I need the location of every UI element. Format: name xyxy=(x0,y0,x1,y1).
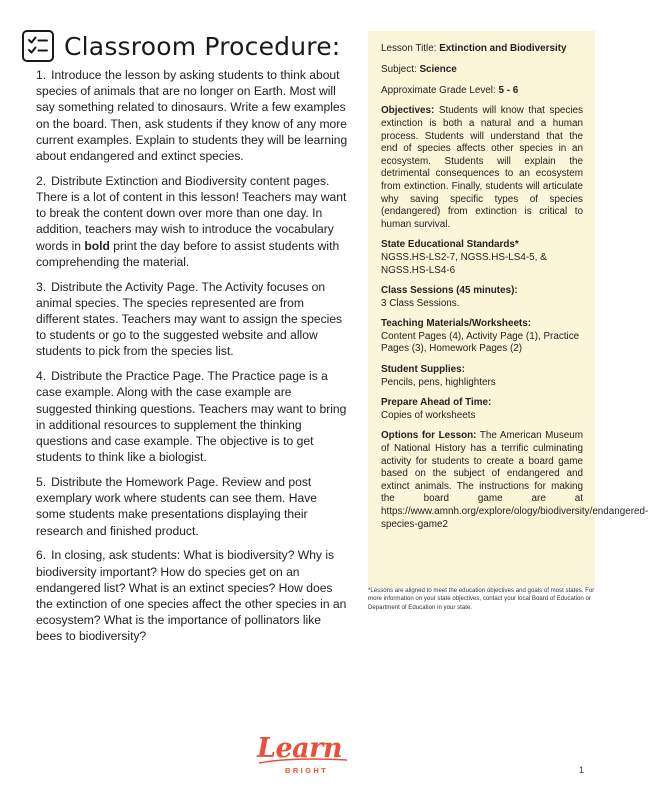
prepare-block: Prepare Ahead of Time: Copies of worksheets xyxy=(381,397,492,421)
subject-line: Subject: Science xyxy=(381,63,457,75)
procedure-step: 1. Introduce the lesson by asking students to think about species of animals that are no longer on Earth. Most will say something related to dinosaurs. Write a few examples on the board. Then, ask students if they know of any more current examples. Explain to students they will be learning about endangered and extinct species. xyxy=(36,68,348,164)
bold-word: bold xyxy=(84,238,110,253)
supplies-block: Student Supplies: Pencils, pens, highlighters xyxy=(381,364,496,388)
lesson-info-sidebar xyxy=(368,31,648,588)
procedure-step: 2. Distribute Extinction and Biodiversity content pages. There is a lot of content in this lesson! Teachers may want to break the content down over more than one day. In addition, teachers may wish to introduce the vocabulary words in bold print the day before to assist students with comprehending the material. xyxy=(36,173,347,269)
procedure-step: 3. Distribute the Activity Page. The Activity focuses on animal species. The species represented are from different states. Teachers may want to assign the species to students or go to the suggested website and allow students to pick from the species list. xyxy=(36,279,343,359)
learn-bright-logo xyxy=(251,733,361,781)
logo-subtext: BRIGHT xyxy=(285,766,329,775)
objectives-block: Objectives: Students will know that species extinction is both a natural and a human process. Students will understand that the end of species affects other species in an ecosystem. Students will explain the detrimental consequences to an ecosystem from extinction. Finally, students will articulate why saving specific types of species (endangered) from extinction is critical to human survival. xyxy=(381,105,583,230)
sessions-block: Class Sessions (45 minutes): 3 Class Sessions. xyxy=(381,285,518,309)
materials-block: Teaching Materials/Worksheets: Content Pages (4), Activity Page (1), Practice Pages (3), Homework Pages (2) xyxy=(381,318,580,355)
standards-footnote: *Lessons are aligned to meet the education objectives and goals of most states. For more information on your state objectives, contact your local Board of Education or Department of Education in your state. xyxy=(368,587,595,611)
procedure-step: 4. Distribute the Practice Page. The Practice page is a case example. Along with the case example are suggested thinking questions. Teachers may want to bring in additional resources to supplement the thinking questions and case example. The objective is to get students to think like a biologist. xyxy=(36,369,347,465)
procedure-step: 6. In closing, ask students: What is biodiversity? Why is biodiversity important? How do species get on an endangered list? What is an extinct species? How does the extinction of one species affect the other species in an ecosystem? What is the importance of pollinators like bees to biodiversity? xyxy=(36,548,347,644)
procedure-steps xyxy=(36,67,348,653)
grade-line: Approximate Grade Level: 5 - 6 xyxy=(381,84,519,96)
logo-word: Learn xyxy=(257,733,343,764)
checklist-icon xyxy=(22,30,54,62)
options-block: Options for Lesson: The American Museum of National History has a terrific culminating activity for students to create a board game based on the subject of endangered and extinct animals. The instructions for making the board game are at https://www.amnh.org/explore/ology/biodiversity/endangered-species-game2 xyxy=(381,430,648,530)
page-header xyxy=(22,26,340,66)
page-title: Classroom Procedure: xyxy=(64,31,341,61)
lesson-title-line: Lesson Title: Extinction and Biodiversity xyxy=(381,43,567,54)
standards-block: State Educational Standards* NGSS.HS-LS2-7, NGSS.HS-LS4-5, & NGSS.HS-LS4-6 xyxy=(381,239,547,276)
page-number: 1 xyxy=(579,765,585,775)
procedure-step: 5. Distribute the Homework Page. Review and post exemplary work where students can see them. Have some students make presentations displaying their research and finished product. xyxy=(36,475,317,538)
